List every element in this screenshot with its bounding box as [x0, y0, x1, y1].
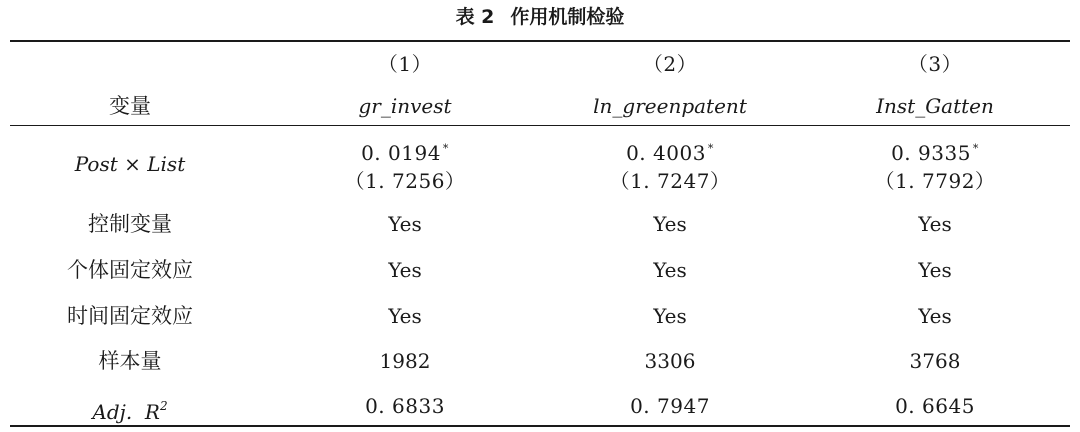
table-number: 表 2	[455, 6, 495, 28]
row-label-post-list	[20, 151, 240, 177]
header-dependent-var-3: Inst_Gatten	[876, 94, 994, 118]
time-fe-cell-2: Yes	[653, 304, 687, 328]
row-label-time-fe: 时间固定效应	[67, 304, 193, 328]
adj-r2-cell-2: 0. 7947	[630, 394, 710, 418]
column-number-1: （1）	[377, 52, 433, 76]
row-label-sample-size: 样本量	[98, 349, 162, 373]
significance-marker: *	[707, 142, 714, 155]
bottom-rule	[10, 425, 1070, 427]
row-label-list: List	[147, 152, 186, 176]
sample-size-cell-2: 3306	[644, 349, 696, 373]
adj-r2-cell-3: 0. 6645	[895, 394, 975, 418]
header-rule	[10, 125, 1070, 126]
sample-size-cell-3: 3768	[909, 349, 961, 373]
row-label-post: Post	[74, 152, 118, 176]
header-dependent-var-1: gr_invest	[358, 94, 452, 118]
t-value-cell-1: （1. 7256）	[344, 169, 466, 193]
coefficient-value: 0. 0194	[361, 141, 441, 165]
sample-size-cell-1: 1982	[379, 349, 431, 373]
coefficient-cell-2	[530, 136, 810, 166]
t-value-cell-2: （1. 7247）	[609, 169, 731, 193]
header-variable-label: 变量	[109, 94, 151, 118]
significance-marker: *	[442, 142, 449, 155]
significance-marker: *	[972, 142, 979, 155]
adj-label: Adj.	[92, 400, 133, 424]
individual-fe-cell-2: Yes	[653, 258, 687, 282]
r-superscript: 2	[159, 399, 168, 413]
top-rule	[10, 40, 1070, 42]
table-title: 作用机制检验	[510, 6, 625, 28]
controls-cell-2: Yes	[653, 212, 687, 236]
row-label-individual-fe: 个体固定效应	[67, 258, 193, 282]
t-value-cell-3: （1. 7792）	[874, 169, 996, 193]
column-number-2: （2）	[642, 52, 698, 76]
column-number-3: （3）	[907, 52, 963, 76]
table-caption	[0, 4, 1080, 30]
row-label-controls: 控制变量	[88, 212, 172, 236]
coefficient-cell-3	[800, 136, 1070, 166]
r-label: R	[144, 400, 160, 424]
individual-fe-cell-3: Yes	[918, 258, 952, 282]
row-label-adj-r2	[20, 393, 240, 425]
row-label-times: ×	[117, 152, 148, 176]
time-fe-cell-1: Yes	[388, 304, 422, 328]
coefficient-value: 0. 9335	[891, 141, 971, 165]
controls-cell-3: Yes	[918, 212, 952, 236]
individual-fe-cell-1: Yes	[388, 258, 422, 282]
coefficient-value: 0. 4003	[626, 141, 706, 165]
time-fe-cell-3: Yes	[918, 304, 952, 328]
controls-cell-1: Yes	[388, 212, 422, 236]
coefficient-cell-1	[270, 136, 540, 166]
header-dependent-var-2: ln_greenpatent	[593, 94, 747, 118]
adj-r2-cell-1: 0. 6833	[365, 394, 445, 418]
